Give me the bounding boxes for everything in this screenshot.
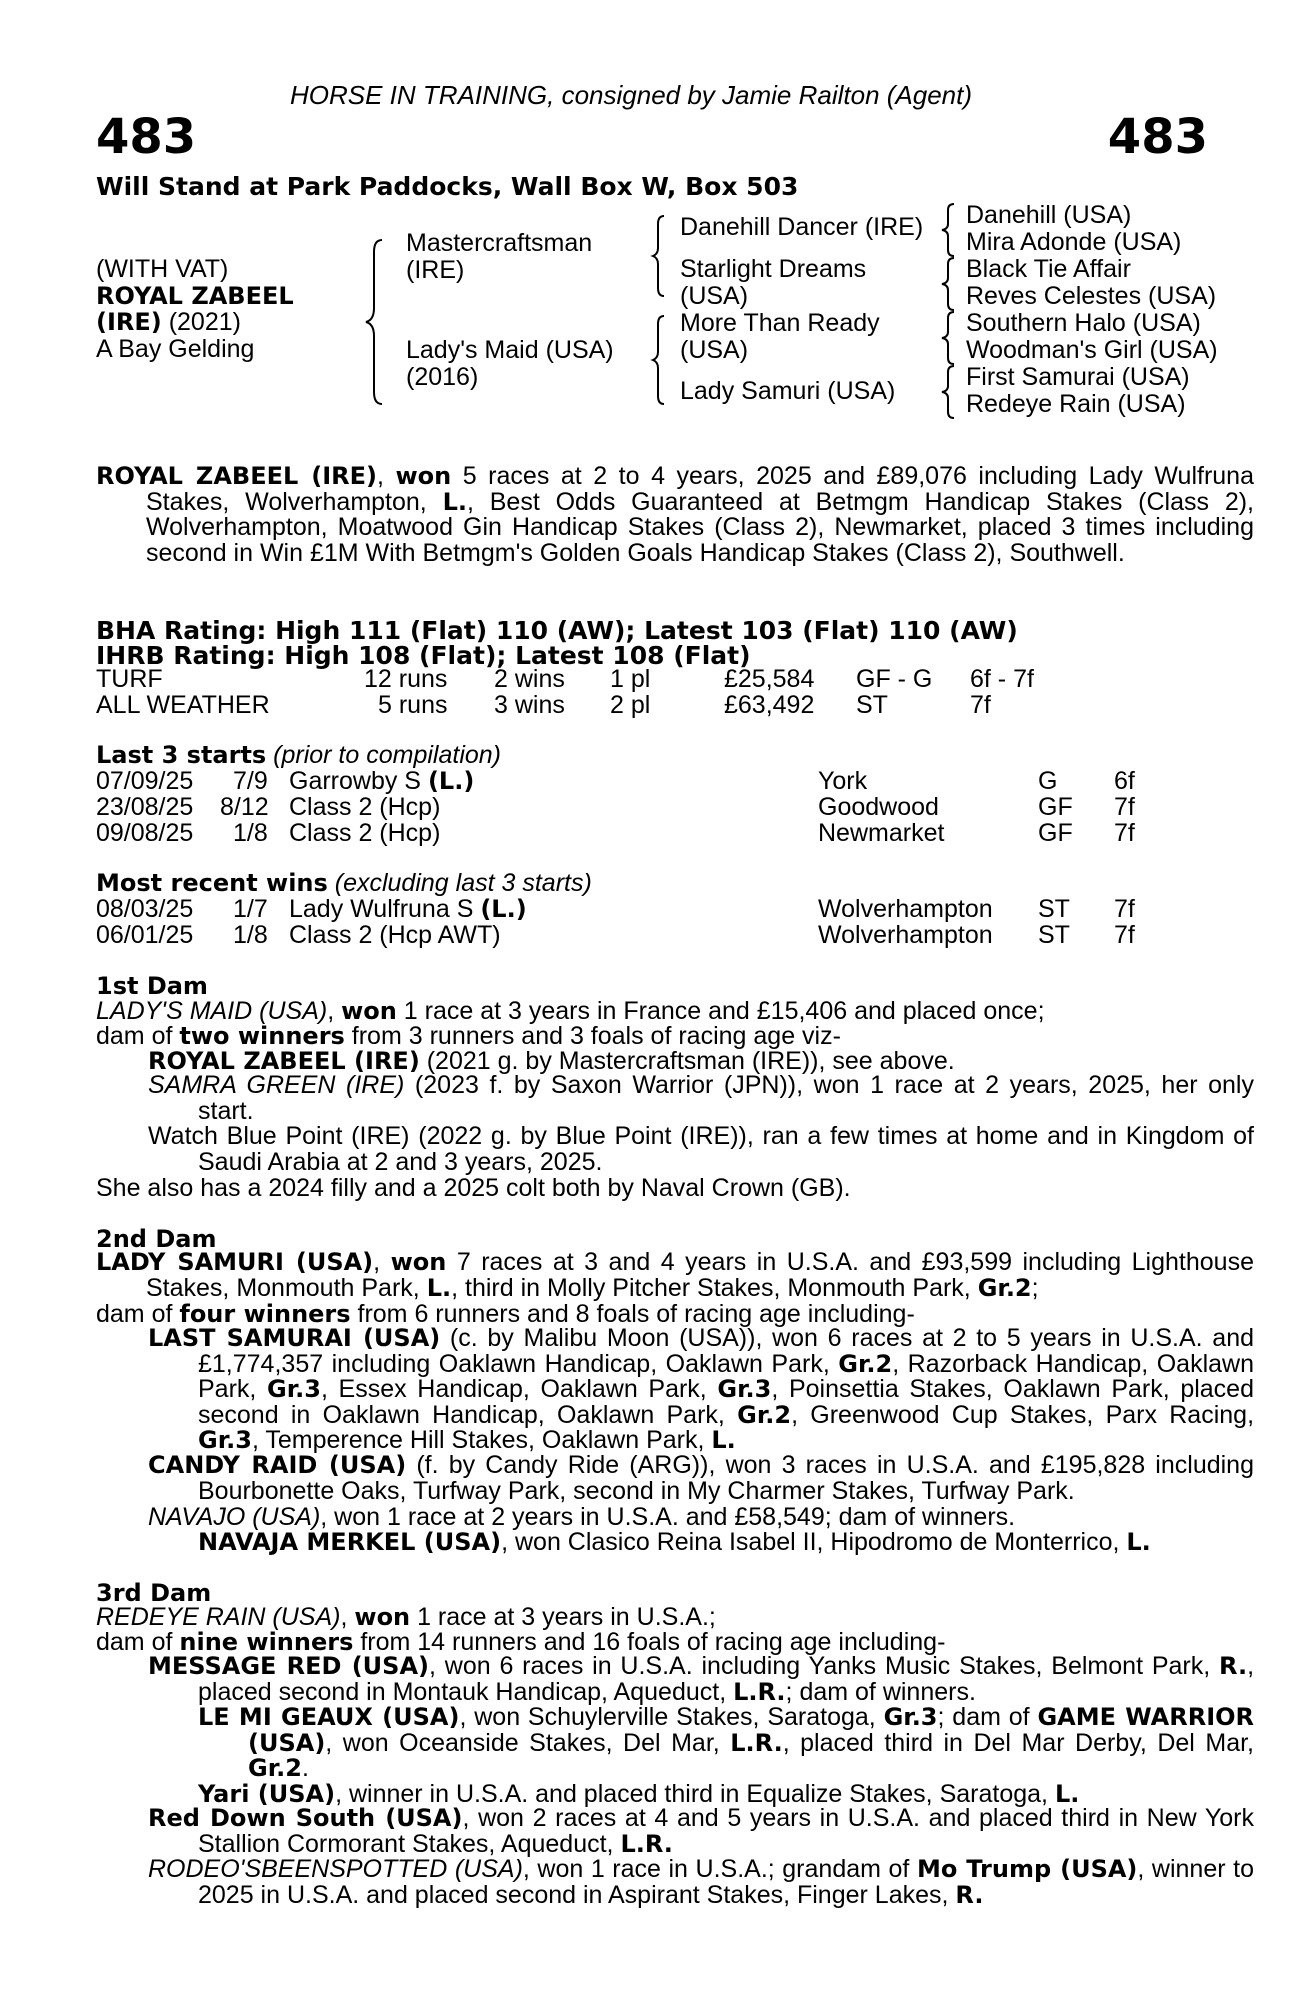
bha-rating: BHA Rating: High 111 (Flat) 110 (AW); Latest 103 (Flat) 110 (AW) — [96, 616, 1018, 645]
third-dam-record: REDEYE RAIN (USA), won 1 race at 3 years in U.S.A.; — [96, 1603, 716, 1631]
sire: Mastercraftsman — [406, 229, 593, 257]
second-dam-produce-line: dam of four winners from 6 runners and 8 foals of racing age including- — [96, 1300, 915, 1328]
sire-suffix: (IRE) — [406, 256, 465, 284]
dam3-offspring: Red Down South (USA), won 2 races at 4 and 5 years in U.S.A. and placed third in New York Stallion Cormorant Stakes, Aqueduct, L.R. — [148, 1804, 1255, 1858]
lot-number-left: 483 — [96, 109, 197, 165]
dam1-note: She also has a 2024 filly and a 2025 colt both by Naval Crown (GB). — [96, 1174, 851, 1202]
stand-location: Will Stand at Park Paddocks, Wall Box W, Box 503 — [96, 172, 799, 201]
recent-win-row: 06/01/25 1/8 Class 2 (Hcp AWT) Wolverhampton ST 7f — [96, 921, 1135, 949]
brace-3d — [938, 364, 966, 420]
brace-3a — [938, 202, 966, 258]
race-summary: ROYAL ZABEEL (IRE), won 5 races at 2 to 4 years, 2025 and £89,076 including Lady Wulfruna Stakes, Wolverhampton, L., Best Odds Guaranteed at Betmgm Handicap Stakes (Class 2), Wolverhampton, Moatwood Gin Handicap Stakes (Class 2), Newmarket, placed 3 times including second in Win £1M With Betmgm's Golden Goals Handicap Stakes (Class 2), Southwell. — [96, 462, 1254, 567]
horse-description: A Bay Gelding — [96, 335, 255, 363]
second-dam-record: LADY SAMURI (USA), won 7 races at 3 and 4 years in U.S.A. and £93,599 including Lighthouse Stakes, Monmouth Park, L., third in Molly Pitcher Stakes, Monmouth Park, Gr.2; — [96, 1248, 1254, 1302]
gg-7: First Samurai (USA) — [966, 363, 1190, 391]
last-start-row: 23/08/25 8/12 Class 2 (Hcp) Goodwood GF 7f — [96, 793, 1135, 821]
dam2-offspring: NAVAJO (USA), won 1 race at 2 years in U.S.A. and £58,549; dam of winners. — [148, 1503, 1016, 1531]
dam3-grand-offspring: Yari (USA), winner in U.S.A. and placed third in Equalize Stakes, Saratoga, L. — [198, 1780, 1080, 1808]
horse-name: ROYAL ZABEEL — [96, 282, 294, 310]
pedigree-brace-sire — [648, 214, 678, 298]
last-start-row: 09/08/25 1/8 Class 2 (Hcp) Newmarket GF 7f — [96, 819, 1135, 847]
consignor-line: HORSE IN TRAINING, consigned by Jamie Railton (Agent) — [290, 80, 973, 110]
sire-dam-suffix: (USA) — [680, 282, 749, 310]
lot-number-right: 483 — [1107, 109, 1208, 165]
second-dam-heading: 2nd Dam — [96, 1225, 217, 1253]
brace-3c — [938, 310, 966, 366]
dam3-offspring: MESSAGE RED (USA), won 6 races in U.S.A. including Yanks Music Stakes, Belmont Park, R., placed second in Montauk Handicap, Aqueduct, L.R.; dam of winners. — [148, 1652, 1255, 1706]
gg-6: Woodman's Girl (USA) — [966, 336, 1218, 364]
dam2-grand-offspring: NAVAJA MERKEL (USA), won Clasico Reina Isabel II, Hipodromo de Monterrico, L. — [198, 1528, 1151, 1556]
dam2-offspring: CANDY RAID (USA) (f. by Candy Ride (ARG)), won 3 races in U.S.A. and £195,828 including Bourbonette Oaks, Turfway Park, second in My Charmer Stakes, Turfway Park. — [148, 1451, 1254, 1505]
recent-win-row: 08/03/25 1/7 Lady Wulfruna S (L.) Wolverhampton ST 7f — [96, 895, 1135, 923]
gg-3: Black Tie Affair — [966, 255, 1131, 283]
sire-dam: Starlight Dreams — [680, 255, 867, 283]
gg-4: Reves Celestes (USA) — [966, 282, 1217, 310]
third-dam-produce-line: dam of nine winners from 14 runners and 16 foals of racing age including- — [96, 1628, 946, 1656]
dam3-grand-offspring: LE MI GEAUX (USA), won Schuylerville Stakes, Saratoga, Gr.3; dam of GAME WARRIOR (USA), won Oceanside Stakes, Del Mar, L.R., placed third in Del Mar Derby, Del Mar, Gr.2. — [198, 1703, 1255, 1782]
dam-year: (2016) — [406, 363, 479, 391]
gg-5: Southern Halo (USA) — [966, 309, 1201, 337]
rating-row-turf: TURF 12 runs 2 wins 1 pl £25,584 GF - G 6f - 7f — [96, 665, 1034, 693]
pedigree-brace-main — [360, 238, 400, 408]
dam-sire-suffix: (USA) — [680, 336, 749, 364]
vat-note: (WITH VAT) — [96, 255, 229, 283]
gg-2: Mira Adonde (USA) — [966, 228, 1182, 256]
gg-8: Redeye Rain (USA) — [966, 390, 1186, 418]
first-dam-heading: 1st Dam — [96, 972, 208, 1000]
first-dam-produce-line: dam of two winners from 3 runners and 3 foals of racing age viz- — [96, 1022, 841, 1050]
ihrb-rating: IHRB Rating: High 108 (Flat); Latest 108 (Flat) — [96, 641, 751, 670]
dam-dam: Lady Samuri (USA) — [680, 377, 896, 405]
dam2-offspring: LAST SAMURAI (USA) (c. by Malibu Moon (USA)), won 6 races at 2 to 5 years in U.S.A. and £1,774,357 including Oaklawn Handicap, Oaklawn Park, Gr.2, Razorback Handicap, Oaklawn Park, Gr.3, Essex Handicap, Oaklawn Park, Gr.3, Poinsettia Stakes, Oaklawn Park, placed second in Oaklawn Handicap, Oaklawn Park, Gr.2, Greenwood Cup Stakes, Parx Racing, Gr.3, Temperence Hill Stakes, Oaklawn Park, L. — [148, 1324, 1255, 1454]
dam3-offspring: RODEO'SBEENSPOTTED (USA), won 1 race in U.S.A.; grandam of Mo Trump (USA), winner to 2025 in U.S.A. and placed second in Aspirant Stakes, Finger Lakes, R. — [148, 1855, 1254, 1909]
brace-3b — [938, 256, 966, 312]
pedigree-brace-dam — [648, 314, 678, 406]
dam1-offspring: Watch Blue Point (IRE) (2022 g. by Blue Point (IRE)), ran a few times at home and in Kingdom of Saudi Arabia at 2 and 3 years, 2025. — [148, 1122, 1254, 1176]
dam1-offspring: SAMRA GREEN (IRE) (2023 f. by Saxon Warrior (JPN)), won 1 race at 2 years, 2025, her only start. — [148, 1071, 1254, 1125]
third-dam-heading: 3rd Dam — [96, 1579, 212, 1607]
horse-name-line2: (IRE) (2021) — [96, 308, 241, 336]
rating-row-aw: ALL WEATHER 5 runs 3 wins 2 pl £63,492 ST 7f — [96, 691, 991, 719]
last-starts-heading: Last 3 starts (prior to compilation) — [96, 741, 502, 769]
gg-1: Danehill (USA) — [966, 201, 1132, 229]
recent-wins-heading: Most recent wins (excluding last 3 starts) — [96, 869, 592, 897]
last-start-row: 07/09/25 7/9 Garrowby S (L.) York G 6f — [96, 767, 1135, 795]
first-dam-line: LADY'S MAID (USA), won 1 race at 3 years in France and £15,406 and placed once; — [96, 997, 1045, 1025]
dam: Lady's Maid (USA) — [406, 336, 614, 364]
dam1-offspring: ROYAL ZABEEL (IRE) (2021 g. by Mastercraftsman (IRE)), see above. — [148, 1047, 955, 1075]
dam-sire: More Than Ready — [680, 309, 880, 337]
sire-sire: Danehill Dancer (IRE) — [680, 213, 924, 241]
